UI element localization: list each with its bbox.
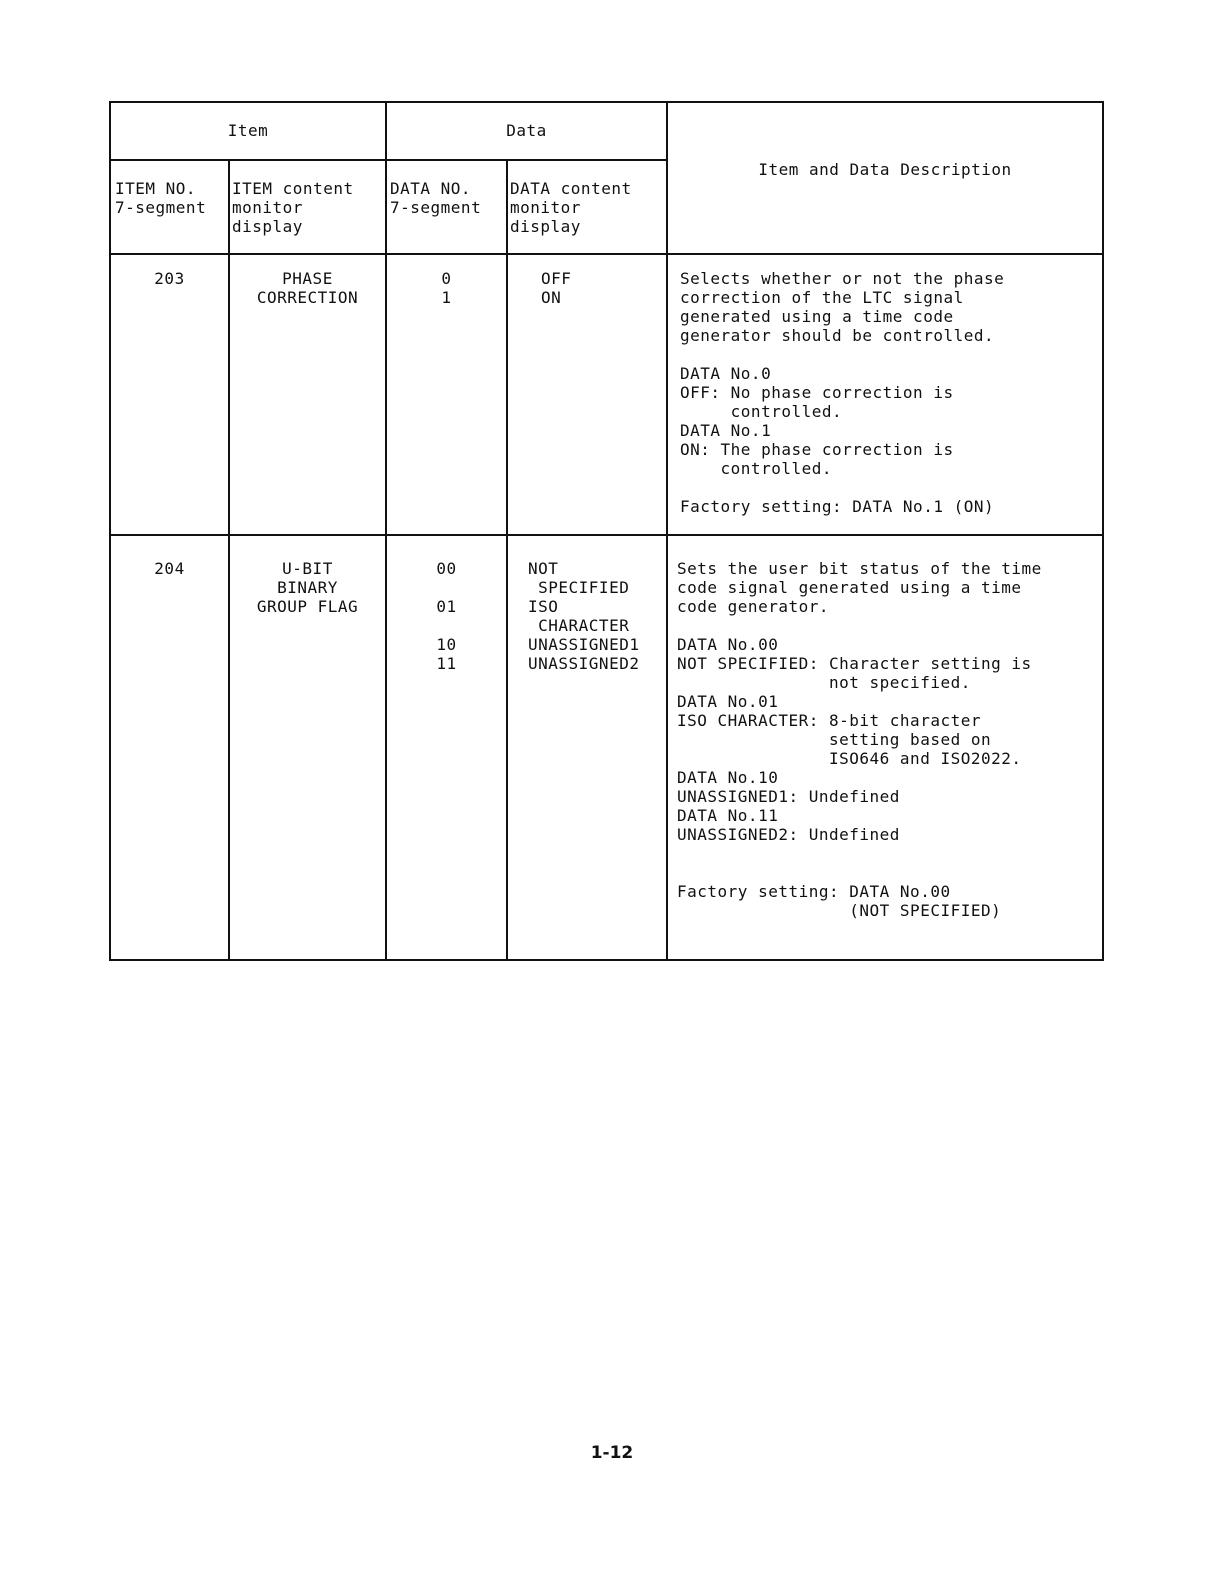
row-divider [111,534,1102,536]
header-divider [111,253,1102,255]
header-group-divider [111,159,668,161]
data-no-204: 00 01 10 11 [436,559,457,673]
col-divider-2 [385,103,387,959]
header-data-content: DATA content monitor display [510,179,632,236]
item-content-204: U-BIT BINARY GROUP FLAG [256,559,359,616]
description-204: Sets the user bit status of the time code signal generated using a time code generator. DATA No.00 NOT SPECIFIED: Character setting is not specified. DATA No.01 ISO CHARACTER: 8-bit character setting based on ISO646 and ISO2022. DATA No.10 UNASSIGNED1: Undefined DATA No.11 UNASSIGNED2: Undefined Factory setting: DATA No.00 (NOT SPECIFIED) [677,559,1042,920]
data-no-203: 0 1 [441,269,452,307]
data-content-203: OFF ON [541,269,572,307]
header-item-content: ITEM content monitor display [232,179,354,236]
header-item: Item [227,121,269,140]
item-no-203: 203 [154,269,185,288]
col-divider-3 [506,159,508,959]
item-no-204: 204 [154,559,185,578]
item-content-203: PHASE CORRECTION [256,269,359,307]
header-item-no: ITEM NO. 7-segment [115,179,207,217]
settings-table [109,101,1104,961]
header-data: Data [506,121,547,140]
page-number: 1-12 [590,1443,634,1463]
header-description: Item and Data Description [758,160,1012,179]
description-203: Selects whether or not the phase correction of the LTC signal generated using a time code generator should be controlled. DATA No.0 OFF: No phase correction is controlled. DATA No.1 ON: The phase correction is controlled. Factory setting: DATA No.1 (ON) [680,269,1005,516]
data-content-204: NOT SPECIFIED ISO CHARACTER UNASSIGNED1 UNASSIGNED2 [528,559,640,673]
header-data-no: DATA NO. 7-segment [390,179,482,217]
col-divider-4 [666,103,668,959]
